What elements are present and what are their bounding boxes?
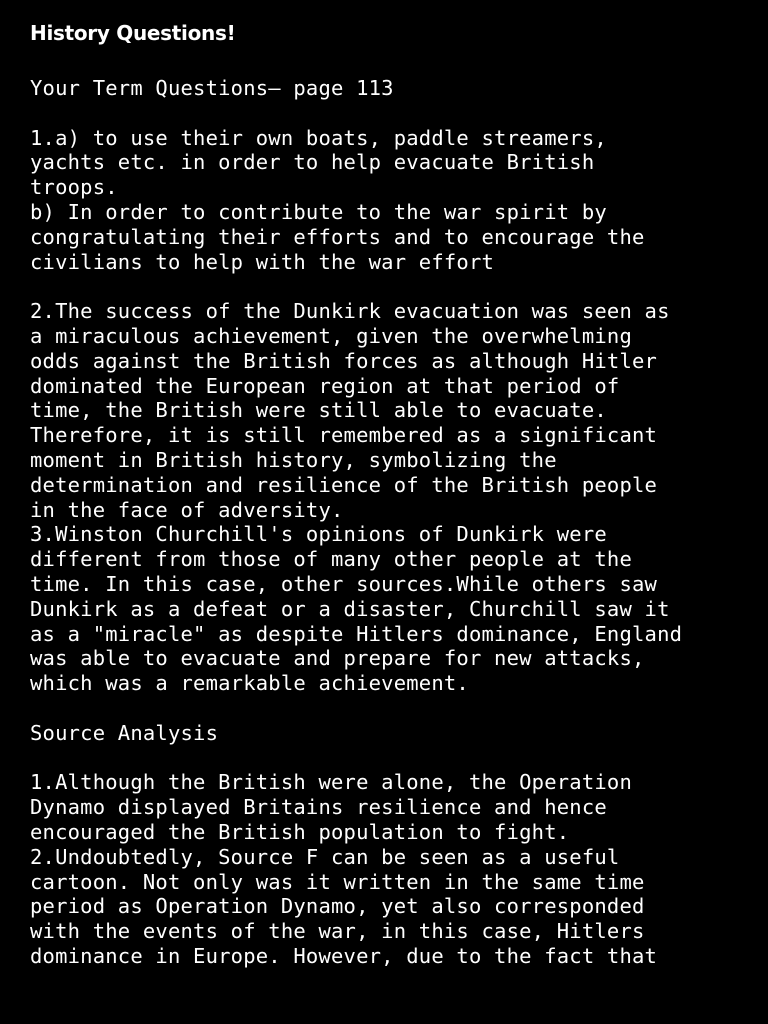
text-line: in the face of adversity.	[30, 497, 344, 522]
text-line: Your Term Questions– page 113	[30, 76, 394, 100]
text-line: different from those of many other people at the	[30, 547, 633, 572]
text-line: was able to evacuate and prepare for new attacks,	[30, 646, 645, 671]
blank-line	[30, 274, 760, 299]
text-line: moment in British history, symbolizing the	[30, 447, 557, 472]
text-line: cartoon. Not only was it written in the same time	[30, 869, 645, 894]
text-line: period as Operation Dynamo, yet also corresponded	[30, 894, 645, 919]
text-line: troops.	[30, 175, 118, 200]
text-line: dominance in Europe. However, due to the fact that	[30, 943, 658, 968]
text-line: Dynamo displayed Britains resilience and hence	[30, 795, 607, 820]
text-line: a miraculous achievement, given the overwhelming	[30, 323, 633, 348]
blank-line	[30, 101, 760, 126]
text-line: which was a remarkable achievement.	[30, 671, 469, 696]
text-line: with the events of the war, in this case, Hitlers	[30, 919, 645, 944]
text-line: b) In order to contribute to the war spirit by	[30, 199, 607, 224]
text-line: as a "miracle" as despite Hitlers dominance, England	[30, 621, 683, 646]
text-line: civilians to help with the war effort	[30, 249, 495, 274]
text-line: dominated the European region at that period of	[30, 373, 620, 398]
blank-line	[30, 696, 760, 721]
text-line: yachts etc. in order to help evacuate British	[30, 150, 595, 175]
text-line: time, the British were still able to evacuate.	[30, 398, 607, 423]
text-line: Source Analysis	[30, 720, 219, 745]
text-line: 1.a) to use their own boats, paddle streamers,	[30, 125, 607, 150]
text-line: 2.The success of the Dunkirk evacuation was seen as	[30, 299, 670, 324]
text-line: encouraged the British population to fight.	[30, 819, 570, 844]
text-line: 3.Winston Churchill's opinions of Dunkirk were	[30, 522, 607, 547]
note-body[interactable]	[30, 76, 760, 969]
note-title: History Questions!	[30, 21, 236, 45]
text-line: time. In this case, other sources.While others saw	[30, 571, 658, 596]
text-line: determination and resilience of the British people	[30, 472, 658, 497]
blank-line	[30, 746, 760, 771]
text-line: 2.Undoubtedly, Source F can be seen as a useful	[30, 844, 620, 869]
text-line: odds against the British forces as although Hitler	[30, 348, 658, 373]
text-line: Therefore, it is still remembered as a significant	[30, 423, 658, 448]
text-line: congratulating their efforts and to encourage the	[30, 224, 645, 249]
text-line: 1.Although the British were alone, the Operation	[30, 770, 633, 795]
note-content[interactable]	[30, 20, 760, 969]
text-line: Dunkirk as a defeat or a disaster, Churchill saw it	[30, 596, 670, 621]
